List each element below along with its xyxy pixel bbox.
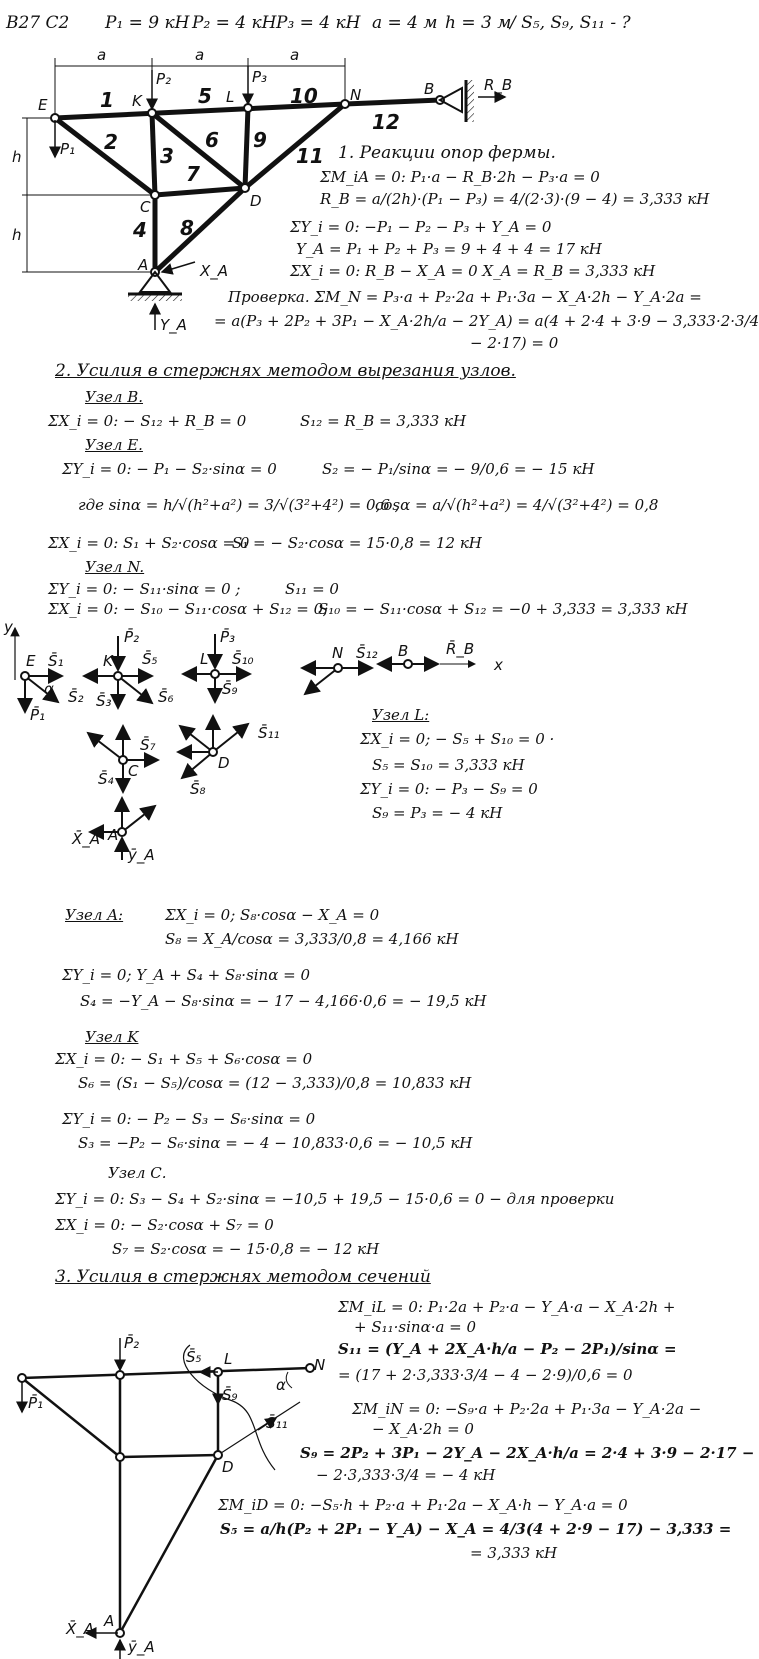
node-n-line-4: S₁₀ = − S₁₁·cosα + S₁₂ = −0 + 3,333 = 3,333 кН <box>318 600 688 618</box>
node-n-line-3: ΣX_i = 0: − S₁₀ − S₁₁·cosα + S₁₂ = 0; <box>48 600 329 618</box>
node-c-line-2: ΣX_i = 0: − S₂·cosα + S₇ = 0 <box>55 1216 274 1234</box>
variant-label: В27 С2 <box>6 13 70 33</box>
sec-fig-ya: ȳ_A <box>128 1638 155 1656</box>
node-a-line-4: S₄ = −Y_A − S₈·sinα = − 17 − 4,166·0,6 = − 19,5 кН <box>80 992 487 1010</box>
node-k-line-3: ΣY_i = 0: − P₂ − S₃ − S₆·sinα = 0 <box>62 1110 316 1128</box>
dim-h-1: h <box>12 148 22 166</box>
fbd-ya: ȳ_A <box>128 846 155 864</box>
dim-a-1: a <box>97 46 107 64</box>
dim-a-3: a <box>290 46 300 64</box>
section-1-title: 1. Реакции опор фермы. <box>338 143 556 163</box>
sec3-line-2: + S₁₁·sinα·a = 0 <box>354 1318 477 1336</box>
sec1-line-1: ΣM_iA = 0: P₁·a − R_B·2h − P₃·a = 0 <box>320 168 600 186</box>
node-l-line-3: ΣY_i = 0: − P₃ − S₉ = 0 <box>360 780 538 798</box>
node-e-line-2: S₂ = − P₁/sinα = − 9/0,6 = − 15 кН <box>322 460 595 478</box>
sec1-line-4: Y_A = P₁ + P₂ + P₃ = 9 + 4 + 4 = 17 кН <box>296 240 602 258</box>
dim-h-2: h <box>12 226 22 244</box>
load-label-p1: P₁ <box>60 140 76 158</box>
sec-fig-l: L <box>224 1350 233 1368</box>
node-C: C <box>140 198 151 216</box>
fbd-p1: P̄₁ <box>30 706 46 724</box>
node-n-line-1: ΣY_i = 0: − S₁₁·sinα = 0 ; <box>48 580 241 598</box>
sec3-line-9: ΣM_iD = 0: −S₅·h + P₂·a + P₁·2a − X_A·h − Y_A·a = 0 <box>218 1496 628 1514</box>
node-k-line-4: S₃ = −P₂ − S₆·sinα = − 4 − 10,833·0,6 = − 10,5 кН <box>78 1134 473 1152</box>
fbd-axis-x: x <box>494 656 503 674</box>
node-K: K <box>132 92 142 110</box>
node-e-line-1: ΣY_i = 0: − P₁ − S₂·sinα = 0 <box>62 460 277 478</box>
fbd-s11-d: S̄₁₁ <box>258 724 280 742</box>
fbd-node-l: L <box>200 650 209 668</box>
sec3-line-3: S₁₁ = (Y_A + 2X_A·h/a − P₂ − 2P₁)/sinα = <box>338 1340 677 1358</box>
node-D: D <box>250 192 262 210</box>
bar-12: 12 <box>372 110 400 134</box>
sec1-line-8: − 2·17) = 0 <box>470 334 559 352</box>
find-label: / S₅, S₉, S₁₁ - ? <box>510 13 631 33</box>
sec-fig-s5: S̄₅ <box>186 1348 202 1366</box>
param-a: a = 4 м <box>372 13 438 33</box>
fbd-axis-y: y <box>4 618 13 636</box>
node-n-line-2: S₁₁ = 0 <box>285 580 339 598</box>
node-k-line-2: S₆ = (S₁ − S₅)/cosα = (12 − 3,333)/0,8 = 10,833 кН <box>78 1074 472 1092</box>
sec3-line-7: S₉ = 2P₂ + 3P₁ − 2Y_A − 2X_A·h/a = 2·4 + 3·9 − 2·17 − <box>300 1444 755 1462</box>
bar-1: 1 <box>100 88 114 112</box>
fbd-node-a: A <box>108 826 119 844</box>
sec3-line-8: − 2·3,333·3/4 = − 4 кН <box>316 1466 496 1484</box>
node-L: L <box>226 88 235 106</box>
node-l-line-2: S₅ = S₁₀ = 3,333 кН <box>372 756 525 774</box>
sec1-line-3: ΣY_i = 0: −P₁ − P₂ − P₃ + Y_A = 0 <box>290 218 552 236</box>
node-a-line-2: S₈ = X_A/cosα = 3,333/0,8 = 4,166 кН <box>165 930 459 948</box>
fbd-s1-e: S̄₁ <box>48 652 64 670</box>
node-l-title: Узел L: <box>372 706 430 724</box>
node-a-title: Узел A: <box>65 906 124 924</box>
section-3-title: 3. Усилия в стержнях методом сечений <box>55 1267 431 1287</box>
dim-a-2: a <box>195 46 205 64</box>
fbd-s12-n: S̄₁₂ <box>356 644 378 662</box>
bar-9: 9 <box>253 128 267 152</box>
fbd-rb: R̄_B <box>446 640 475 658</box>
node-e-line-5: ΣX_i = 0: S₁ + S₂·cosα = 0 <box>48 534 250 552</box>
node-b-line-1: ΣX_i = 0: − S₁₂ + R_B = 0 <box>48 412 247 430</box>
fbd-s3-k: S̄₃ <box>96 692 112 710</box>
fbd-node-d: D <box>218 754 230 772</box>
sec3-line-4: = (17 + 2·3,333·3/4 − 4 − 2·9)/0,6 = 0 <box>338 1366 633 1384</box>
load-p2: P₂ = 4 кН <box>192 13 277 33</box>
node-l-line-1: ΣX_i = 0; − S₅ + S₁₀ = 0 · <box>360 730 555 748</box>
node-E: E <box>38 96 48 114</box>
node-c-line-3: S₇ = S₂·cosα = − 15·0,8 = − 12 кН <box>112 1240 380 1258</box>
fbd-alpha: α <box>44 680 54 698</box>
node-a-line-3: ΣY_i = 0; Y_A + S₄ + S₈·sinα = 0 <box>62 966 310 984</box>
sec-fig-p1: P̄₁ <box>28 1394 44 1412</box>
load-label-p3: P₃ <box>252 68 268 86</box>
node-c-title: Узел С. <box>108 1164 167 1182</box>
node-B: B <box>424 80 435 98</box>
fbd-node-c: C <box>128 762 139 780</box>
sec-fig-a: A <box>104 1612 115 1630</box>
sec-fig-d: D <box>222 1458 234 1476</box>
fbd-s4-c: S̄₄ <box>98 770 114 788</box>
fbd-xa: X̄_A <box>72 830 101 848</box>
node-e-line-3: где sinα = h/√(h²+a²) = 3/√(3²+4²) = 0,6 , <box>78 496 400 514</box>
bar-7: 7 <box>186 162 200 186</box>
fbd-p2: P̄₂ <box>124 628 140 646</box>
sec-fig-s9: S̄₉ <box>222 1386 238 1404</box>
sec-fig-xa: X̄_A <box>66 1620 95 1638</box>
sec-fig-alpha: α <box>276 1376 286 1394</box>
node-e-title: Узел E. <box>85 436 143 454</box>
fbd-s7-c: S̄₇ <box>140 736 156 754</box>
sec3-line-11: = 3,333 кН <box>470 1544 558 1562</box>
fbd-s5-k: S̄₅ <box>142 650 158 668</box>
load-p1: P₁ = 9 кН <box>105 13 190 33</box>
sec-fig-p2: P̄₂ <box>124 1334 140 1352</box>
node-e-line-4: cosα = a/√(h²+a²) = 4/√(3²+4²) = 0,8 <box>375 496 659 514</box>
fbd-p3: P̄₃ <box>220 628 236 646</box>
sec3-line-6: − X_A·2h = 0 <box>372 1420 474 1438</box>
node-b-line-2: S₁₂ = R_B = 3,333 кН <box>300 412 467 430</box>
sec-fig-n: N <box>314 1356 326 1374</box>
bar-6: 6 <box>205 128 219 152</box>
load-label-p2: P₂ <box>156 70 172 88</box>
param-h: h = 3 м <box>445 13 512 33</box>
node-k-line-1: ΣX_i = 0: − S₁ + S₅ + S₆·cosα = 0 <box>55 1050 313 1068</box>
sec1-line-7: = a(P₃ + 2P₂ + 3P₁ − X_A·2h/a − 2Y_A) = a(4 + 2·4 + 3·9 − 3,333·2·3/4 <box>214 312 759 330</box>
fbd-node-k: K <box>103 652 113 670</box>
fbd-node-e: E <box>26 652 36 670</box>
fbd-node-b: B <box>398 642 409 660</box>
sec-fig-s11: S̄₁₁ <box>266 1414 288 1432</box>
node-n-title: Узел N. <box>85 558 145 576</box>
node-A: A <box>138 256 149 274</box>
sec1-line-2: R_B = a/(2h)·(P₁ − P₃) = 4/(2·3)·(9 − 4) = 3,333 кН <box>320 190 710 208</box>
node-N: N <box>350 86 362 104</box>
fbd-s10-l: S̄₁₀ <box>232 650 254 668</box>
fbd-s6-k: S̄₆ <box>158 688 174 706</box>
node-b-title: Узел B. <box>85 388 144 406</box>
sec3-line-10: S₅ = a/h(P₂ + 2P₁ − Y_A) − X_A = 4/3(4 + 2·9 − 17) − 3,333 = <box>220 1520 732 1538</box>
node-a-line-1: ΣX_i = 0; S₈·cosα − X_A = 0 <box>165 906 380 924</box>
bar-4: 4 <box>133 218 147 242</box>
bar-10: 10 <box>290 84 318 108</box>
section-2-title: 2. Усилия в стержнях методом вырезания узлов. <box>55 361 516 381</box>
node-l-line-4: S₉ = P₃ = − 4 кН <box>372 804 503 822</box>
load-label-rb: R_B <box>484 76 513 94</box>
fbd-s2-e: S̄₂ <box>68 688 84 706</box>
sec3-line-1: ΣM_iL = 0: P₁·2a + P₂·a − Y_A·a − X_A·2h + <box>338 1298 676 1316</box>
node-c-line-1: ΣY_i = 0: S₃ − S₄ + S₂·sinα = −10,5 + 19,5 − 15·0,6 = 0 − для проверки <box>55 1190 615 1208</box>
load-label-ya: Y_A <box>160 316 187 334</box>
fbd-s9-l: S̄₉ <box>222 680 238 698</box>
bar-5: 5 <box>198 84 212 108</box>
load-p3: P₃ = 4 кН <box>276 13 361 33</box>
sec1-line-5: ΣX_i = 0: R_B − X_A = 0 X_A = R_B = 3,333 кН <box>290 262 656 280</box>
sec3-line-5: ΣM_iN = 0: −S₉·a + P₂·2a + P₁·3a − Y_A·2a − <box>352 1400 702 1418</box>
bar-3: 3 <box>160 144 174 168</box>
node-e-line-6: S₁ = − S₂·cosα = 15·0,8 = 12 кН <box>232 534 482 552</box>
fbd-node-n: N <box>332 644 344 662</box>
sec1-line-6: Проверка. ΣM_N = P₃·a + P₂·2a + P₁·3a − X_A·2h − Y_A·2a = <box>228 288 702 306</box>
bar-2: 2 <box>104 130 118 154</box>
node-k-title: Узел K <box>85 1028 139 1046</box>
load-label-xa: X_A <box>200 262 229 280</box>
fbd-s8-d: S̄₈ <box>190 780 206 798</box>
bar-11: 11 <box>296 144 324 168</box>
bar-8: 8 <box>180 216 194 240</box>
